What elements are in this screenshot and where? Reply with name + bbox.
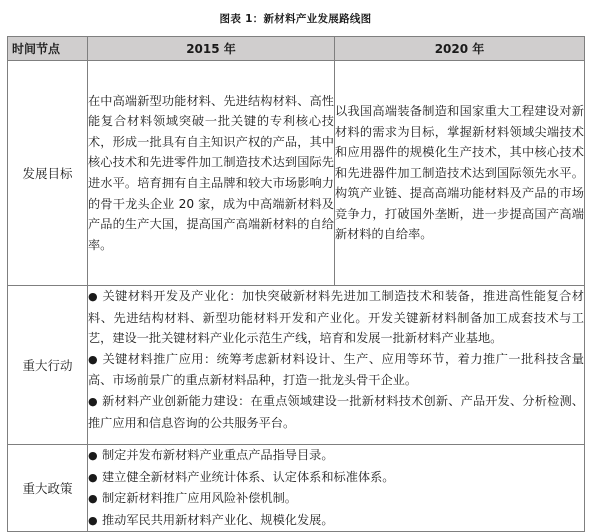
actions-content: [88, 286, 585, 445]
bullet-icon: ●: [88, 492, 98, 506]
list-item: [88, 349, 584, 391]
actions-row: [8, 286, 585, 445]
action-item-text: 关键材料推广应用：统筹考虑新材料设计、生产、应用等环节，着力推广一批科技含量高、市场前景广的重点新材料品种，打造一批龙头骨干企业。: [88, 351, 584, 388]
list-item: [88, 445, 584, 467]
policies-content: [88, 445, 585, 532]
policies-row: [8, 445, 585, 532]
policy-item-text: 制定并发布新材料产业重点产品指导目录。: [102, 448, 334, 462]
policies-label: 重大政策: [8, 445, 88, 532]
list-item: [88, 510, 584, 532]
actions-label: 重大行动: [8, 286, 88, 445]
goals-2020-text: 以我国高端装备制造和国家重大工程建设对新材料的需求为目标，掌握新材料领域尖端技术和应用器件的规模化生产技术，其中核心技术和先进器件加工制造技术达到国际领先水平。构筑产业链、提高高端功能材料及产品的市场竞争力，打破国外垄断，进一步提高国产高端新材料的自给率。: [335, 61, 585, 286]
action-item-text: 关键材料开发及产业化：加快突破新材料先进加工制造技术和装备，推进高性能复合材料、先进结构材料、新型功能材料开发和产业化。开发关键新材料制备加工成套技术与工艺，建设一批关键材料产业化示范生产线，培育和发展一批新材料产业基地。: [88, 289, 584, 346]
goals-2015-text: 在中高端新型功能材料、先进结构材料、高性能复合材料领域突破一批关键的专利核心技术，形成一批具有自主知识产权的产品，其中核心技术和先进零件加工制造技术达到国际先进水平。培育拥有自主品牌和较大市场影响力的骨干龙头企业 20 家，成为中高端新材料及产品的生产大国，提高国产高端新材料的自给率。: [88, 61, 335, 286]
goals-label: 发展目标: [8, 61, 88, 286]
header-2020: 2020 年: [335, 37, 585, 61]
bullet-icon: ●: [88, 513, 98, 527]
bullet-icon: ●: [88, 290, 98, 303]
list-item: [88, 286, 584, 349]
policy-item-text: 推动军民共用新材料产业化、规模化发展。: [102, 512, 334, 527]
header-time-node: 时间节点: [8, 37, 88, 61]
bullet-icon: ●: [88, 352, 98, 366]
figure-caption: 图表 1：新材料产业发展路线图: [219, 13, 372, 25]
list-item: [88, 488, 584, 510]
bullet-icon: ●: [88, 449, 98, 462]
list-item: [88, 391, 584, 433]
goals-row: [8, 61, 585, 286]
policy-item-text: 建立健全新材料产业统计体系、认定体系和标准体系。: [102, 469, 395, 484]
bullet-icon: ●: [88, 470, 98, 484]
bullet-icon: ●: [88, 394, 98, 408]
action-item-text: 新材料产业创新能力建设：在重点领域建设一批新材料技术创新、产品开发、分析检测、推广应用和信息咨询的公共服务平台。: [88, 393, 584, 430]
policy-item-text: 制定新材料推广应用风险补偿机制。: [102, 491, 297, 506]
header-row: [8, 37, 585, 61]
list-item: [88, 467, 584, 489]
roadmap-table: [7, 36, 585, 532]
header-2015: 2015 年: [88, 37, 335, 61]
